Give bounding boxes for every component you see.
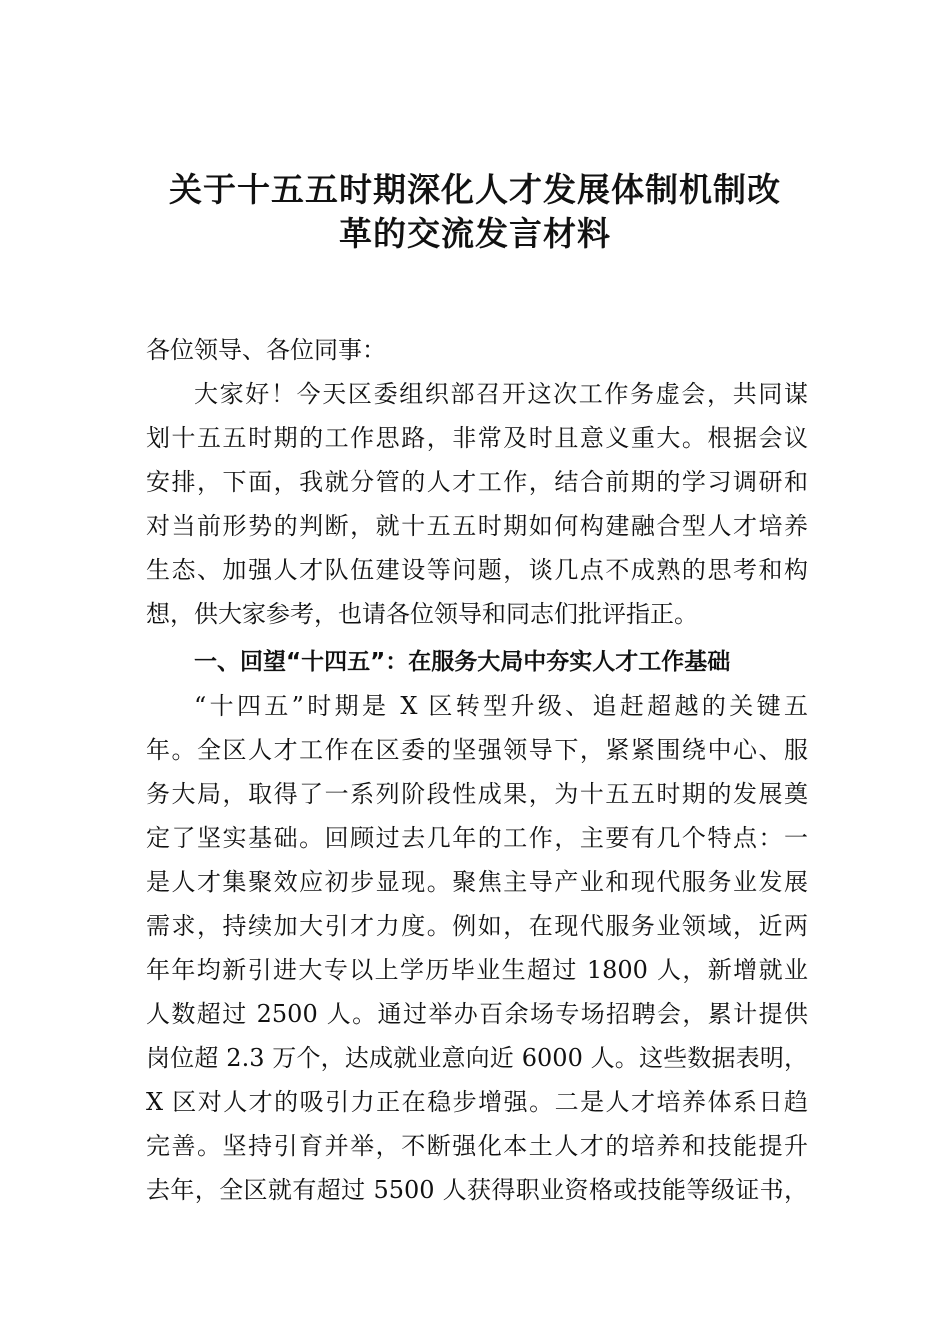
paragraph-2-line-7: 年年均新引进大专以上学历毕业生超过 1800 人，新增就业	[146, 956, 808, 984]
document-title-line-2: 革的交流发言材料	[339, 214, 611, 253]
paragraph-2-line-12: 去年，全区就有超过 5500 人获得职业资格或技能等级证书，	[146, 1176, 808, 1204]
paragraph-2-line-5: 是人才集聚效应初步显现。聚焦主导产业和现代服务业发展	[146, 868, 808, 896]
paragraph-2-line-6: 需求，持续加大引才力度。例如，在现代服务业领域，近两	[146, 912, 808, 940]
paragraph-1-line-3: 安排，下面，我就分管的人才工作，结合前期的学习调研和	[146, 468, 808, 496]
paragraph-2-line-11: 完善。坚持引育并举，不断强化本土人才的培养和技能提升	[146, 1132, 808, 1160]
paragraph-1-line-4: 对当前形势的判断，就十五五时期如何构建融合型人才培养	[146, 512, 808, 540]
paragraph-1-line-2: 划十五五时期的工作思路，非常及时且意义重大。根据会议	[146, 424, 808, 452]
paragraph-1-line-5: 生态、加强人才队伍建设等问题，谈几点不成熟的思考和构	[146, 556, 808, 584]
paragraph-2-line-10: X 区对人才的吸引力正在稳步增强。二是人才培养体系日趋	[146, 1088, 808, 1116]
paragraph-2-line-8: 人数超过 2500 人。通过举办百余场专场招聘会，累计提供	[146, 1000, 808, 1028]
paragraph-2-line-1: “十四五”时期是 X 区转型升级、追赶超越的关键五	[194, 692, 808, 720]
paragraph-2-line-9: 岗位超 2.3 万个，达成就业意向近 6000 人。这些数据表明，	[146, 1044, 808, 1072]
paragraph-1-line-1: 大家好！今天区委组织部召开这次工作务虚会，共同谋	[194, 380, 808, 408]
paragraph-1-line-6: 想，供大家参考，也请各位领导和同志们批评指正。	[146, 600, 698, 628]
paragraph-2-line-3: 务大局，取得了一系列阶段性成果，为十五五时期的发展奠	[146, 780, 808, 808]
section-1-heading: 一、回望“十四五”：在服务大局中夯实人才工作基础	[194, 649, 731, 675]
salutation: 各位领导、各位同事：	[146, 336, 386, 364]
paragraph-2-line-2: 年。全区人才工作在区委的坚强领导下，紧紧围绕中心、服	[146, 736, 808, 764]
document-title-line-1: 关于十五五时期深化人才发展体制机制改	[169, 170, 781, 209]
paragraph-2-line-4: 定了坚实基础。回顾过去几年的工作，主要有几个特点：一	[146, 824, 808, 852]
